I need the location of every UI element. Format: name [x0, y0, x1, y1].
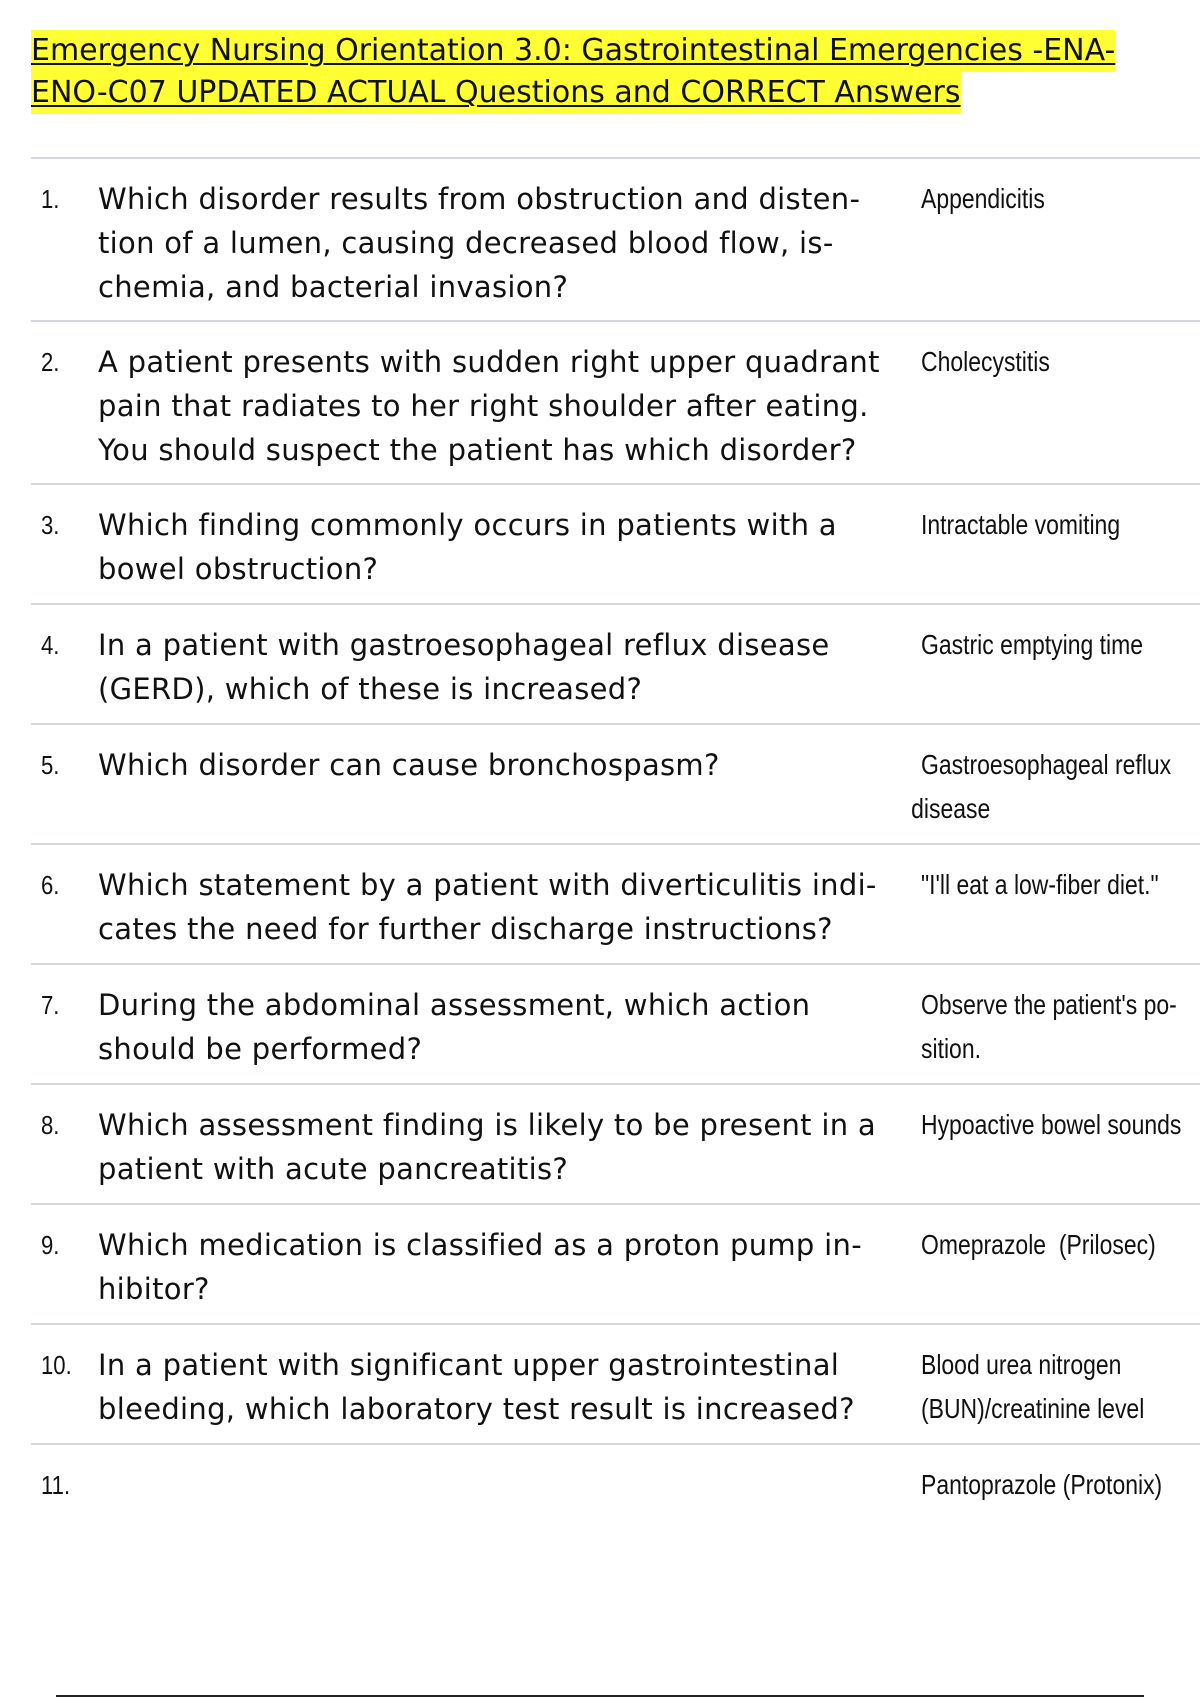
- qa-row-5: [31, 725, 1200, 845]
- answer-text: [921, 863, 1200, 907]
- answer-line: Hypoactive bowel sounds: [921, 1109, 1182, 1140]
- question-line: Which finding commonly occurs in patients with a: [98, 508, 837, 542]
- qa-row-6: [31, 845, 1200, 965]
- question-line: bleeding, which laboratory test result is increased?: [98, 1392, 855, 1426]
- qa-row-11: [31, 1445, 1200, 1545]
- question-line: During the abdominal assessment, which action: [98, 988, 811, 1022]
- answer-line: Intractable vomiting: [921, 509, 1121, 540]
- answer-text: [921, 340, 1200, 384]
- question-line: Which disorder can cause bronchospasm?: [98, 748, 720, 782]
- question-line: Which medication is classified as a proton pump in-: [98, 1228, 862, 1262]
- answer-text: [921, 1223, 1200, 1267]
- question-text: [98, 743, 938, 787]
- footer-rule: [56, 1695, 1144, 1697]
- question-text: [98, 983, 938, 1071]
- qa-row-2: [31, 322, 1200, 485]
- answer-text: [921, 1463, 1200, 1507]
- question-text: [98, 1343, 938, 1431]
- question-number: 8.: [41, 1110, 60, 1140]
- qa-row-8: [31, 1085, 1200, 1205]
- question-line: Which assessment finding is likely to be present in a: [98, 1108, 876, 1142]
- answer-line: "I'll eat a low-fiber diet.": [921, 869, 1159, 900]
- answer-text: [911, 743, 1200, 831]
- answer-text: [921, 177, 1200, 221]
- answer-text: [921, 983, 1200, 1071]
- question-number: 9.: [41, 1230, 60, 1260]
- question-line: You should suspect the patient has which disorder?: [98, 433, 857, 467]
- question-text: [98, 1103, 938, 1191]
- answer-text: [921, 623, 1200, 667]
- qa-row-4: [31, 605, 1200, 725]
- question-line: patient with acute pancreatitis?: [98, 1152, 569, 1186]
- title-line-1: Emergency Nursing Orientation 3.0: Gastrointestinal Emergencies -ENA-: [31, 30, 1115, 72]
- title-line-2: ENO-C07 UPDATED ACTUAL Questions and CORRECT Answers: [31, 72, 961, 114]
- question-line: hibitor?: [98, 1272, 210, 1306]
- question-text: [98, 863, 938, 951]
- qa-row-10: [31, 1325, 1200, 1445]
- question-line: chemia, and bacterial invasion?: [98, 270, 569, 304]
- answer-line: disease: [911, 793, 991, 824]
- question-text: [98, 340, 938, 472]
- answer-line: Cholecystitis: [921, 346, 1050, 377]
- question-line: cates the need for further discharge instructions?: [98, 912, 833, 946]
- qa-row-1: [31, 159, 1200, 322]
- answer-text: [921, 1103, 1200, 1147]
- qa-row-9: [31, 1205, 1200, 1325]
- question-text: [98, 1223, 938, 1311]
- question-number: 6.: [41, 870, 60, 900]
- answer-line: Gastric emptying time: [921, 629, 1144, 660]
- answer-line: Gastroesophageal reflux: [921, 749, 1172, 780]
- question-number: 2.: [41, 347, 60, 377]
- question-text: [98, 503, 938, 591]
- question-line: In a patient with significant upper gastrointestinal: [98, 1348, 840, 1382]
- question-line: (GERD), which of these is increased?: [98, 672, 643, 706]
- question-line: pain that radiates to her right shoulder after eating.: [98, 389, 869, 423]
- question-line: A patient presents with sudden right upper quadrant: [98, 345, 880, 379]
- question-text: [98, 177, 938, 309]
- qa-row-7: [31, 965, 1200, 1085]
- question-line: tion of a lumen, causing decreased blood flow, is-: [98, 226, 834, 260]
- question-number: 11.: [41, 1470, 71, 1500]
- question-line: should be performed?: [98, 1032, 423, 1066]
- question-line: Which statement by a patient with diverticulitis indi-: [98, 868, 877, 902]
- answer-line: Omeprazole (Prilosec): [921, 1229, 1156, 1260]
- question-number: 1.: [41, 184, 60, 214]
- answer-line: (BUN)/creatinine level: [921, 1393, 1145, 1424]
- answer-text: [921, 1343, 1200, 1431]
- question-text: [98, 623, 938, 711]
- answer-text: [921, 503, 1200, 547]
- question-line: Which disorder results from obstruction and disten-: [98, 182, 861, 216]
- qa-table: [31, 157, 1200, 1545]
- question-line: In a patient with gastroesophageal reflux disease: [98, 628, 830, 662]
- answer-line: Blood urea nitrogen: [921, 1349, 1122, 1380]
- answer-line: Pantoprazole (Protonix): [921, 1469, 1163, 1500]
- question-number: 5.: [41, 750, 60, 780]
- answer-line: Appendicitis: [921, 183, 1045, 214]
- document-title: [31, 30, 1181, 114]
- question-number: 10.: [41, 1350, 72, 1380]
- answer-line: Observe the patient's po-: [921, 989, 1177, 1020]
- question-number: 4.: [41, 630, 60, 660]
- question-number: 7.: [41, 990, 60, 1020]
- qa-row-3: [31, 485, 1200, 605]
- question-number: 3.: [41, 510, 60, 540]
- answer-line: sition.: [921, 1033, 981, 1064]
- question-line: bowel obstruction?: [98, 552, 379, 586]
